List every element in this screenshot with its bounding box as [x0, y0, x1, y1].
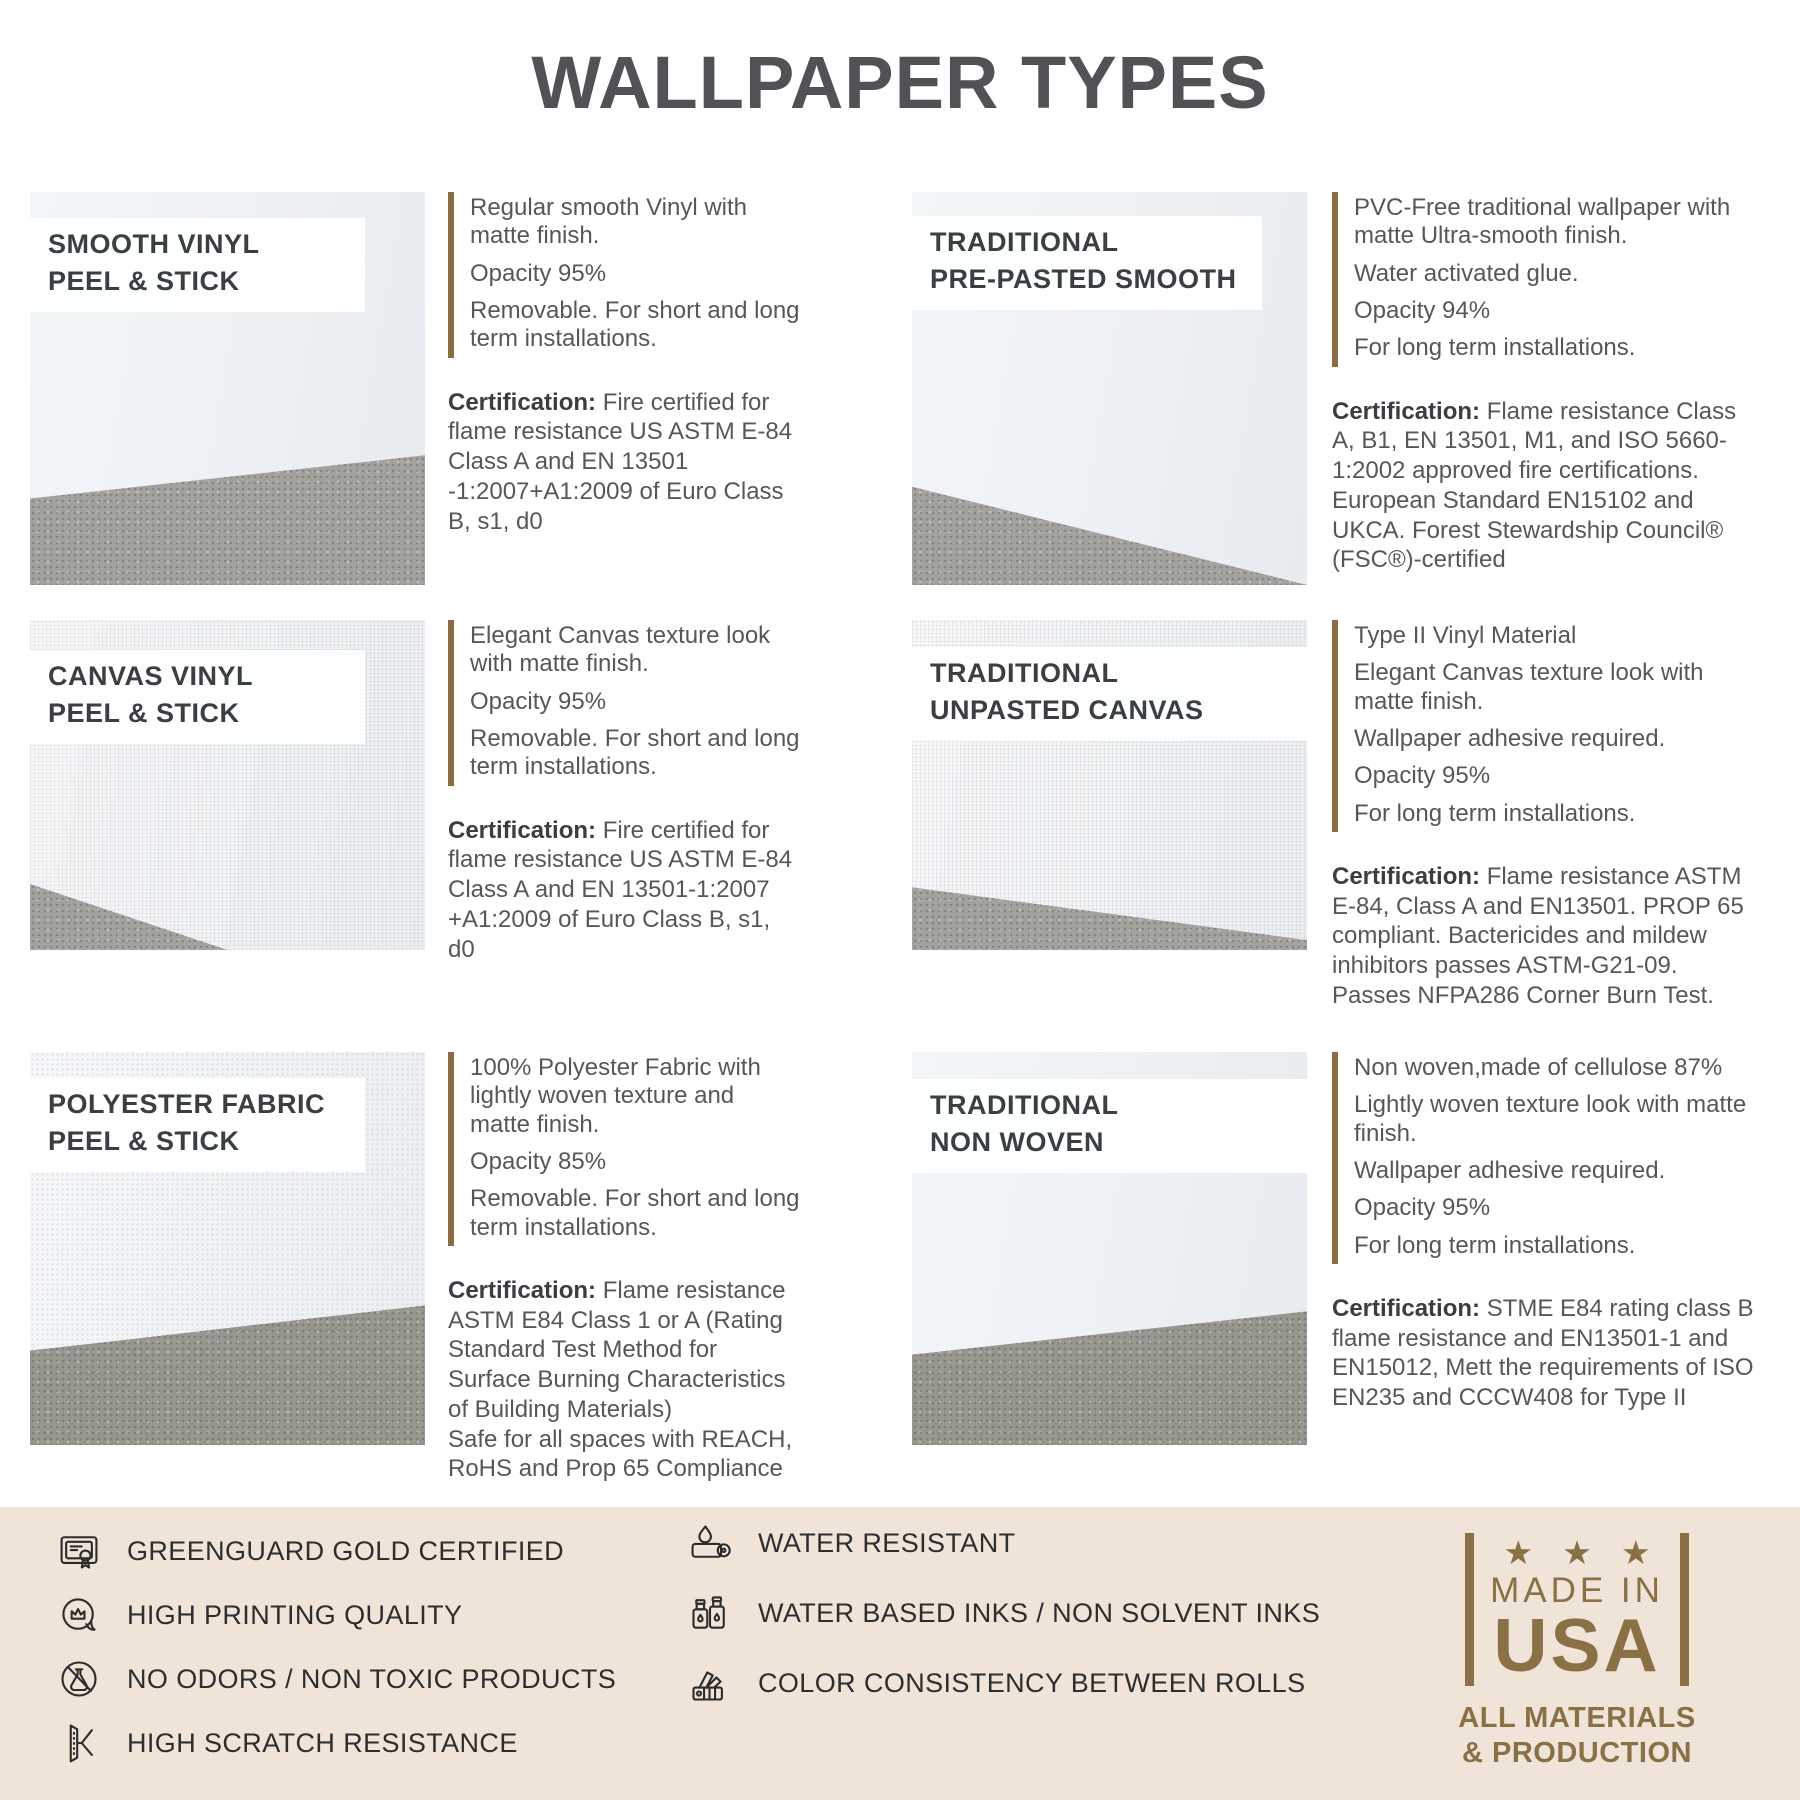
feature-item: For long term installations. — [1354, 334, 1636, 362]
feature-list — [448, 620, 800, 786]
card-traditional-non-woven — [912, 1052, 1757, 1445]
sample-label-line2: PEEL & STICK — [48, 698, 240, 729]
footer-badge — [57, 1657, 616, 1701]
sample-label — [912, 216, 1262, 310]
feature-item: For long term installations. — [1354, 799, 1636, 827]
card-info — [1332, 620, 1757, 1011]
card-traditional-pre-pasted-smooth — [912, 192, 1757, 585]
footer-badge — [688, 1591, 1320, 1635]
footer-badge — [57, 1529, 616, 1573]
feature-item: Opacity 94% — [1354, 296, 1491, 324]
feature-item: Elegant Canvas texture look with matte finish. — [470, 622, 771, 678]
feature-item: For long term installations. — [1354, 1231, 1636, 1259]
feature-item: Opacity 95% — [470, 259, 607, 287]
sample-label — [912, 1079, 1307, 1173]
feature-item: Opacity 95% — [1354, 1194, 1491, 1222]
card-polyester-fabric-peel-stick — [30, 1052, 800, 1484]
sample-label — [912, 647, 1307, 741]
sample-label-line2: NON WOVEN — [930, 1127, 1105, 1158]
footer-badge-label: HIGH PRINTING QUALITY — [127, 1599, 463, 1630]
feature-item: Water activated glue. — [1354, 259, 1579, 287]
made-in-usa-subtitle: ALL MATERIALS & PRODUCTION — [1458, 1702, 1696, 1770]
feature-item: Lightly woven texture look with matte finish. — [1354, 1091, 1747, 1147]
feature-item: Type II Vinyl Material — [1354, 622, 1577, 649]
footer-badge-label: WATER RESISTANT — [758, 1527, 1016, 1558]
feature-list — [1332, 192, 1757, 367]
certification-extra-text: Safe for all spaces with REACH, RoHS and Prop 65 Compliance — [448, 1425, 793, 1483]
footer — [0, 1507, 1800, 1800]
sample-label — [30, 650, 365, 744]
feature-item: Removable. For short and long term installations. — [470, 724, 800, 781]
footer-badge-label: HIGH SCRATCH RESISTANCE — [127, 1727, 518, 1758]
certification-label: Certification: — [448, 1276, 597, 1304]
footer-badge — [57, 1721, 616, 1765]
feature-item: PVC-Free traditional wallpaper with matte Ultra-smooth finish. — [1354, 194, 1731, 250]
made-in-usa-box — [1465, 1533, 1689, 1686]
feature-list — [1332, 620, 1757, 832]
footer-badges-middle — [688, 1521, 1320, 1705]
card-info — [448, 192, 800, 536]
feature-item: Opacity 85% — [470, 1147, 607, 1175]
footer-badge-label: NO ODORS / NON TOXIC PRODUCTS — [127, 1663, 617, 1694]
sample-label-line1: TRADITIONAL — [930, 658, 1119, 688]
certification-text: Certification: Fire certified for flame resistance US ASTM E-84 Class A and EN 13501-1:2007 +A1:2009 of Euro Class B, s1, d0 — [448, 816, 793, 963]
card-info — [1332, 1052, 1757, 1413]
footer-badges-left — [57, 1529, 616, 1765]
feature-item: Wallpaper adhesive required. — [1354, 1156, 1666, 1184]
sample-label — [30, 1078, 365, 1172]
card-canvas-vinyl-peel-stick — [30, 620, 800, 964]
sample-label-line1: TRADITIONAL — [930, 1090, 1119, 1120]
feature-item: Wallpaper adhesive required. — [1354, 724, 1666, 752]
sample-label-line2: UNPASTED CANVAS — [930, 695, 1204, 726]
footer-badge-label: COLOR CONSISTENCY BETWEEN ROLLS — [758, 1667, 1306, 1698]
certification-text: Certification: Flame resistance ASTM E84 Class 1 or A (Rating Standard Test Method for Surface Burning Characteristics of Building Materials) — [448, 1276, 786, 1423]
footer-badge-label: GREENGUARD GOLD CERTIFIED — [127, 1535, 565, 1566]
sample-label-line1: POLYESTER FABRIC — [48, 1089, 326, 1119]
footer-badge — [688, 1521, 1320, 1565]
card-smooth-vinyl-peel-stick — [30, 192, 800, 585]
certificate-icon — [57, 1529, 101, 1573]
ink-bottles-icon — [688, 1591, 732, 1635]
certification-text: Certification: STME E84 rating class B flame resistance and EN13501-1 and EN15012, Mett the requirements of ISO EN235 and CCCW408 for Type II — [1332, 1294, 1754, 1412]
feature-item: Non woven,made of cellulose 87% — [1354, 1054, 1723, 1081]
certification-label: Certification: — [1332, 1294, 1481, 1322]
feature-item: Regular smooth Vinyl with matte finish. — [470, 194, 748, 250]
sample-label-line1: TRADITIONAL — [930, 227, 1119, 257]
feature-item: Elegant Canvas texture look with matte finish. — [1354, 659, 1704, 715]
feature-list — [1332, 1052, 1757, 1264]
certification-label: Certification: — [1332, 397, 1481, 425]
certification-text: Certification: Flame resistance Class A, B1, EN 13501, M1, and ISO 5660-1:2002 approved fire certifications. European Standard EN15102 and UKCA. Forest Stewardship Council® (FSC®)-certified — [1332, 397, 1737, 574]
card-info — [448, 620, 800, 964]
wallpaper-sample-photo — [912, 620, 1307, 950]
no-odors-icon — [57, 1657, 101, 1701]
feature-item: Opacity 95% — [1354, 762, 1491, 790]
sample-label — [30, 218, 365, 312]
wallpaper-sample-photo — [30, 192, 425, 585]
certification-label: Certification: — [1332, 862, 1481, 890]
certification-text: Certification: Fire certified for flame resistance US ASTM E-84 Class A and EN 13501 -1:2007+A1:2009 of Euro Class B, s1, d0 — [448, 388, 793, 535]
print-quality-icon — [57, 1593, 101, 1637]
feature-item: Removable. For short and long term installations. — [470, 296, 800, 353]
sample-label-line2: PRE-PASTED SMOOTH — [930, 264, 1237, 295]
feature-list — [448, 1052, 800, 1246]
certification-label: Certification: — [448, 388, 597, 416]
wallpaper-sample-photo — [912, 1052, 1307, 1445]
certification-text: Certification: Flame resistance ASTM E-84, Class A and EN13501. PROP 65 compliant. Bactericides and mildew inhibitors passes ASTM-G21-09. Passes NFPA286 Corner Burn Test. — [1332, 862, 1744, 1009]
wallpaper-sample-photo — [30, 620, 425, 950]
footer-badge-label: WATER BASED INKS / NON SOLVENT INKS — [758, 1597, 1321, 1628]
feature-item: Removable. For short and long term installations. — [470, 1185, 800, 1241]
made-in-usa-badge — [1452, 1533, 1702, 1772]
card-traditional-unpasted-canvas — [912, 620, 1757, 1011]
made-in-text: MADE IN — [1490, 1571, 1664, 1611]
wallpaper-sample-photo — [30, 1052, 425, 1445]
footer-badge — [688, 1661, 1320, 1705]
footer-badge — [57, 1593, 616, 1637]
scratch-resistance-icon — [57, 1721, 101, 1765]
feature-item: 100% Polyester Fabric with lightly woven texture and matte finish. — [470, 1054, 761, 1138]
color-swatches-icon — [688, 1661, 732, 1705]
page-title: WALLPAPER TYPES — [531, 41, 1269, 124]
certification-label: Certification: — [448, 816, 597, 844]
sample-label-line1: SMOOTH VINYL — [48, 229, 260, 259]
usa-text: USA — [1493, 1603, 1661, 1688]
stars-icon: ★ ★ ★ — [1503, 1534, 1661, 1571]
wallpaper-sample-photo — [912, 192, 1307, 585]
feature-list — [448, 192, 800, 358]
sample-label-line2: PEEL & STICK — [48, 1126, 240, 1157]
sample-label-line1: CANVAS VINYL — [48, 661, 254, 691]
sample-label-line2: PEEL & STICK — [48, 266, 240, 297]
card-info — [1332, 192, 1757, 575]
card-info — [448, 1052, 800, 1484]
water-resistant-icon — [688, 1521, 732, 1565]
feature-item: Opacity 95% — [470, 687, 607, 715]
